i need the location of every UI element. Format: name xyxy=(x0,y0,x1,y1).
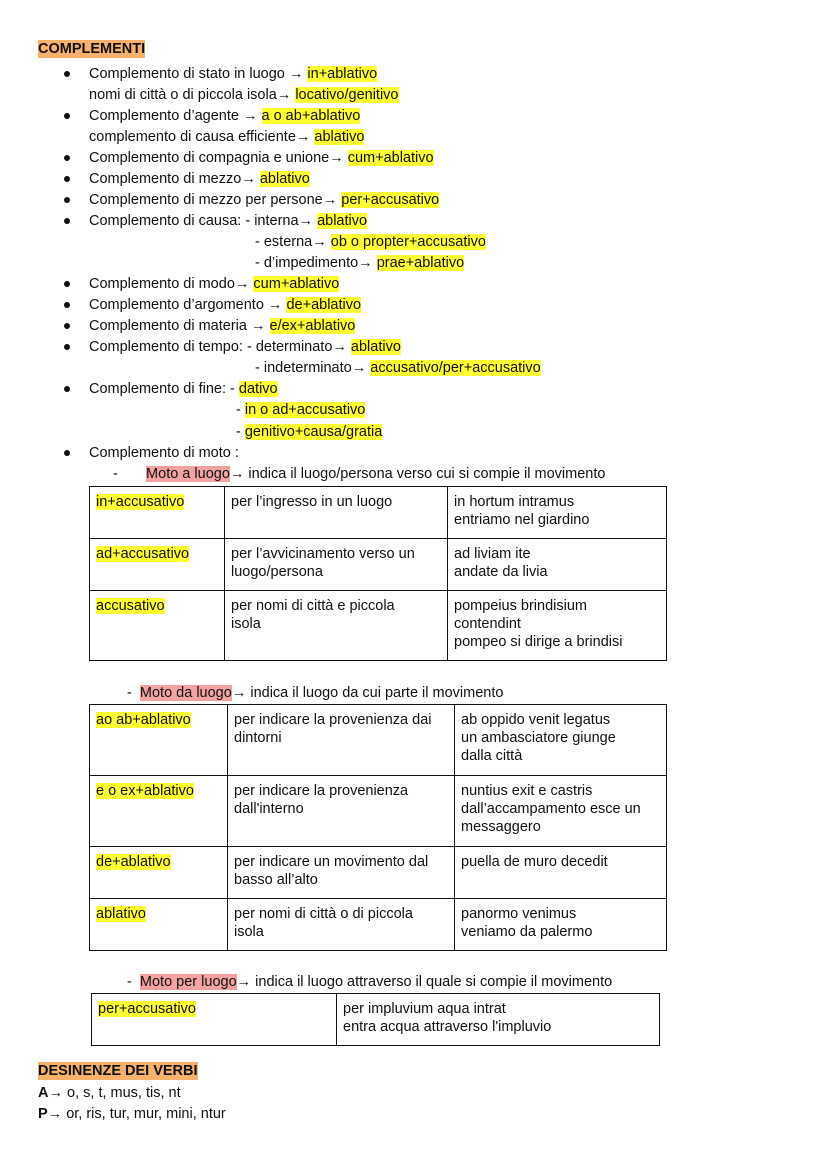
list-item: Complemento di tempo: - determinato→ ablativo xyxy=(89,339,401,355)
list-item: Complemento di stato in luogo → in+ablativo xyxy=(89,66,378,82)
section-title: COMPLEMENTI xyxy=(38,41,146,57)
table-row: ablativo per nomi di città o di piccola isola panormo venimus veniamo da palermo xyxy=(90,899,667,951)
bullet-dot xyxy=(64,450,70,456)
bullet-dot xyxy=(64,302,70,308)
bullet-dot xyxy=(64,344,70,350)
list-item: Complemento d’agente → a o ab+ablativo xyxy=(89,108,361,124)
verb-line: A→ o, s, t, mus, tis, nt xyxy=(38,1085,181,1101)
table-row: de+ablativo per indicare un movimento dal basso all’alto puella de muro decedit xyxy=(90,847,667,899)
list-item: Complemento di causa: - interna→ ablativo xyxy=(89,213,368,229)
bullet-dot xyxy=(64,176,70,182)
section-title-verbs: DESINENZE DEI VERBI xyxy=(38,1063,198,1079)
table-row: in+accusativo per l’ingresso in un luogo in hortum intramus entriamo nel giardino xyxy=(90,487,667,539)
bullet-dot xyxy=(64,386,70,392)
moto-a-heading: - Moto a luogo→ indica il luogo/persona verso cui si compie il movimento xyxy=(113,466,606,482)
moto-per-table xyxy=(91,993,660,1046)
table-row: ao ab+ablativo per indicare la provenienza dai dintorni ab oppido venit legatus un ambasciatore giunge dalla città xyxy=(90,705,667,776)
bullet-dot xyxy=(64,218,70,224)
table-row: accusativo per nomi di città e piccola isola pompeius brindisium contendint pompeo si dirige a brindisi xyxy=(90,591,667,661)
moto-a-table xyxy=(89,486,667,661)
bullet-dot xyxy=(64,197,70,203)
list-item: Complemento di fine: - dativo xyxy=(89,381,278,397)
verb-line: P→ or, ris, tur, mur, mini, ntur xyxy=(38,1106,226,1122)
list-item: Complemento di modo→ cum+ablativo xyxy=(89,276,340,292)
list-item: - genitivo+causa/gratia xyxy=(236,424,383,440)
list-item: Complemento di mezzo per persone→ per+accusativo xyxy=(89,192,440,208)
moto-da-heading: - Moto da luogo→ indica il luogo da cui parte il movimento xyxy=(127,685,504,701)
list-item: Complemento di mezzo→ ablativo xyxy=(89,171,310,187)
list-item: - indeterminato→ accusativo/per+accusativo xyxy=(255,360,541,376)
list-item: - esterna→ ob o propter+accusativo xyxy=(255,234,486,250)
moto-da-table xyxy=(89,704,667,951)
list-item: Complemento di materia → e/ex+ablativo xyxy=(89,318,356,334)
list-item: Complemento d’argomento → de+ablativo xyxy=(89,297,362,313)
list-item: - d’impedimento→ prae+ablativo xyxy=(255,255,465,271)
list-item: Complemento di moto : xyxy=(89,445,239,461)
bullet-dot xyxy=(64,281,70,287)
bullet-dot xyxy=(64,113,70,119)
moto-per-heading: - Moto per luogo→ indica il luogo attraverso il quale si compie il movimento xyxy=(127,974,613,990)
list-item: nomi di città o di piccola isola→ locativo/genitivo xyxy=(89,87,399,103)
bullet-dot xyxy=(64,71,70,77)
bullet-dot xyxy=(64,155,70,161)
table-row: ad+accusativo per l’avvicinamento verso un luogo/persona ad liviam ite andate da livia xyxy=(90,539,667,591)
bullet-dot xyxy=(64,323,70,329)
list-item: Complemento di compagnia e unione→ cum+ablativo xyxy=(89,150,434,166)
table-row: per+accusativo per impluvium aqua intrat entra acqua attraverso l'impluvio xyxy=(92,994,660,1046)
table-row: e o ex+ablativo per indicare la provenienza dall'interno nuntius exit e castris dall’accampamento esce un messaggero xyxy=(90,776,667,847)
list-item: complemento di causa efficiente→ ablativo xyxy=(89,129,365,145)
list-item: - in o ad+accusativo xyxy=(236,402,366,418)
